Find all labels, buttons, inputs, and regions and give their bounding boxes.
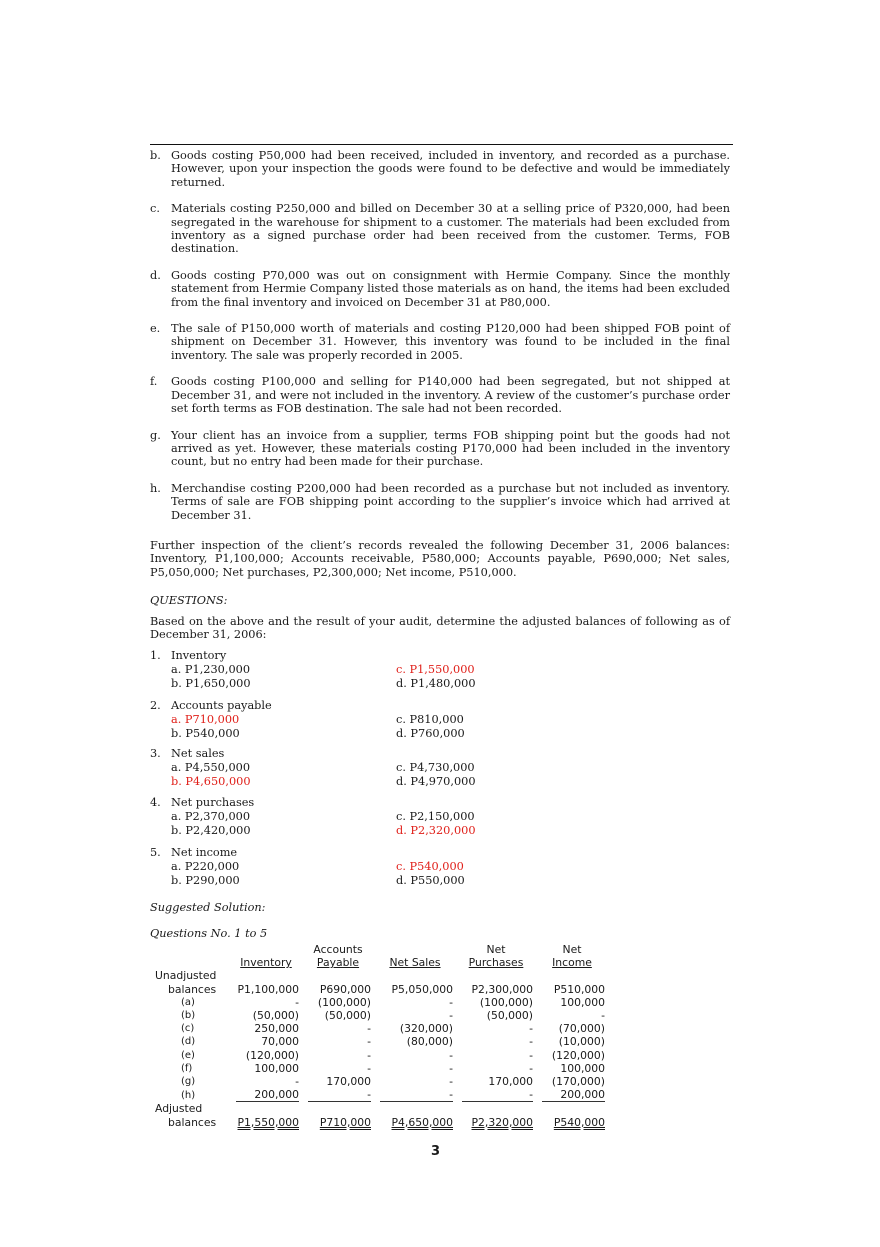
- value-cell: [374, 1009, 456, 1022]
- header-top-cell: [152, 943, 230, 956]
- value-text: 250,000: [254, 1022, 299, 1036]
- adjusted-label-row: [152, 1102, 608, 1115]
- value-cell: [302, 1088, 374, 1102]
- row-label: balances: [168, 1115, 217, 1129]
- option-c: c. P1,550,000: [396, 663, 475, 676]
- option-a: a. P4,550,000: [171, 761, 251, 774]
- value-text: -: [449, 1075, 453, 1089]
- question-title: Inventory: [171, 649, 227, 662]
- value-cell: [230, 1116, 302, 1129]
- question-number: 2.: [150, 699, 161, 712]
- option-c: c. P4,730,000: [396, 761, 475, 774]
- value-cell: P510,000: [553, 982, 605, 996]
- value-cell: [374, 1049, 456, 1062]
- value-text: 170,000: [488, 1075, 533, 1089]
- value-text: 100,000: [560, 1061, 605, 1075]
- empty-cell: [302, 1102, 374, 1115]
- value-cell: [230, 996, 302, 1009]
- value-text: -: [449, 1088, 453, 1102]
- option-b: b. P1,650,000: [171, 677, 251, 690]
- item-letter: h.: [150, 481, 161, 495]
- value-cell: P690,000: [319, 982, 371, 996]
- value-text: (120,000): [551, 1048, 605, 1062]
- option-b: b. P540,000: [171, 727, 240, 740]
- adjustment-row: [152, 1062, 608, 1075]
- row-label: Adjusted: [155, 1102, 203, 1116]
- value-cell: P2,300,000: [471, 982, 533, 996]
- header-top-cell: Net: [562, 943, 582, 956]
- problem-item: [150, 482, 730, 522]
- question-4: [150, 796, 730, 838]
- value-text: -: [367, 1048, 371, 1062]
- header-cell: [302, 956, 374, 969]
- top-rule: [150, 144, 733, 145]
- value-cell: [374, 1116, 456, 1129]
- item-letter: d.: [150, 268, 161, 282]
- item-letter: g.: [150, 428, 161, 442]
- value-cell: [536, 1049, 608, 1062]
- value-text: 100,000: [254, 1061, 299, 1075]
- header-cell: [374, 956, 456, 969]
- row-label: Unadjusted: [155, 969, 217, 983]
- question-number: 1.: [150, 649, 161, 662]
- adjusted-value: P540,000: [553, 1115, 605, 1129]
- option-d: d. P2,320,000: [396, 824, 476, 837]
- value-cell: [302, 1062, 374, 1075]
- adjustment-row: [152, 1022, 608, 1035]
- value-cell: [456, 1049, 536, 1062]
- value-cell: [302, 996, 374, 1009]
- value-text: (100,000): [479, 995, 533, 1009]
- row-label: (a): [181, 996, 195, 1008]
- value-cell: [536, 1009, 608, 1022]
- value-cell: [302, 1009, 374, 1022]
- value-cell: [230, 1075, 302, 1088]
- header-cell: [152, 956, 230, 969]
- adjusted-value: P1,550,000: [237, 1115, 299, 1129]
- adjustment-row: [152, 1009, 608, 1022]
- table-header-top: [152, 943, 608, 956]
- questions-intro: Based on the above and the result of your audit, determine the adjusted balances of following as of December 31, 2006:: [150, 615, 730, 642]
- value-cell: [302, 1022, 374, 1035]
- option-a: a. P1,230,000: [171, 663, 251, 676]
- value-cell: [302, 1049, 374, 1062]
- value-text: -: [449, 1048, 453, 1062]
- value-text: 100,000: [560, 995, 605, 1009]
- value-cell: [374, 1062, 456, 1075]
- row-label: (h): [181, 1090, 196, 1102]
- item-text: Goods costing P70,000 was out on consignment with Hermie Company. Since the monthly statement from Hermie Company listed those materials as on hand, the items had been excluded from the final inventory and invoiced on December 31 at P80,000.: [171, 268, 730, 309]
- value-cell: [536, 996, 608, 1009]
- empty-cell: [302, 969, 374, 982]
- suggested-solution-label: Suggested Solution:: [150, 901, 266, 914]
- option-c: c. P540,000: [396, 860, 464, 873]
- value-cell: [230, 1035, 302, 1048]
- question-1: [150, 649, 730, 691]
- row-label: balances: [168, 982, 217, 996]
- value-cell: [536, 1035, 608, 1048]
- question-title: Net sales: [171, 747, 225, 760]
- value-text: (70,000): [558, 1022, 605, 1036]
- value-text: -: [529, 1022, 533, 1036]
- questions-label: QUESTIONS:: [150, 594, 228, 607]
- value-text: -: [601, 1009, 605, 1023]
- option-d: d. P1,480,000: [396, 677, 476, 690]
- item-letter: f.: [150, 375, 158, 389]
- question-2: [150, 699, 730, 741]
- option-a: a. P2,370,000: [171, 810, 251, 823]
- value-cell: [230, 1049, 302, 1062]
- option-b: b. P290,000: [171, 874, 240, 887]
- row-label: (d): [181, 1036, 196, 1048]
- value-text: -: [295, 995, 299, 1009]
- adjustment-row: [152, 996, 608, 1009]
- item-text: Goods costing P50,000 had been received, included in inventory, and recorded as a purchase. However, upon your inspection the goods were found to be defective and would be immediately returned.: [171, 149, 730, 189]
- value-text: -: [529, 1048, 533, 1062]
- value-cell: [536, 1075, 608, 1088]
- header-top-cell: Net: [486, 943, 506, 956]
- value-text: -: [295, 1075, 299, 1089]
- option-d: d. P550,000: [396, 874, 465, 887]
- value-cell: [456, 1088, 536, 1102]
- question-number: 3.: [150, 747, 161, 760]
- value-text: -: [449, 1009, 453, 1023]
- question-number: 4.: [150, 796, 161, 809]
- row-label: (f): [181, 1062, 193, 1074]
- value-text: 170,000: [326, 1075, 371, 1089]
- option-d: d. P760,000: [396, 727, 465, 740]
- value-cell: [456, 1009, 536, 1022]
- further-inspection-paragraph: Further inspection of the client’s records revealed the following December 31, 2006 balances: Inventory, P1,100,000; Accounts receivable, P580,000; Accounts payable, P690,000; Net sales, P5,050,000; Net purchases, P2,300,000; Net income, P510,000.: [150, 539, 730, 579]
- adjustment-row: [152, 1049, 608, 1062]
- value-text: -: [449, 1061, 453, 1075]
- value-cell: [374, 1035, 456, 1048]
- value-cell: [456, 1035, 536, 1048]
- option-b: b. P2,420,000: [171, 824, 251, 837]
- header-label: Purchases: [468, 956, 524, 970]
- problem-item: [150, 375, 730, 415]
- problem-item: [150, 269, 730, 309]
- questions-range-label: Questions No. 1 to 5: [150, 927, 268, 940]
- empty-cell: [456, 969, 536, 982]
- adjusted-value: P2,320,000: [471, 1115, 533, 1129]
- value-cell: [302, 1075, 374, 1088]
- value-cell: [374, 1075, 456, 1088]
- value-text: -: [367, 1022, 371, 1036]
- value-text: (10,000): [558, 1035, 605, 1049]
- value-text: -: [449, 995, 453, 1009]
- problem-item: [150, 149, 730, 189]
- adjustment-row: [152, 1088, 608, 1102]
- empty-cell: [536, 1102, 608, 1115]
- header-top-cell: Accounts: [313, 943, 363, 956]
- question-5: [150, 846, 730, 888]
- header-top-cell: [230, 943, 302, 956]
- empty-cell: [230, 969, 302, 982]
- item-letter: b.: [150, 149, 161, 162]
- value-text: (50,000): [324, 1009, 371, 1023]
- question-title: Net income: [171, 846, 238, 859]
- value-text: -: [529, 1035, 533, 1049]
- problem-items: [150, 149, 730, 535]
- value-cell: [230, 1009, 302, 1022]
- value-cell: [456, 1062, 536, 1075]
- value-cell: [456, 1116, 536, 1129]
- value-cell: P5,050,000: [391, 982, 453, 996]
- option-d: d. P4,970,000: [396, 775, 476, 788]
- option-c: c. P2,150,000: [396, 810, 475, 823]
- value-cell: [230, 1022, 302, 1035]
- problem-item: [150, 202, 730, 256]
- value-text: (50,000): [486, 1009, 533, 1023]
- value-text: 70,000: [261, 1035, 299, 1049]
- empty-cell: [374, 1102, 456, 1115]
- value-cell: [456, 996, 536, 1009]
- value-cell: [374, 1088, 456, 1102]
- value-text: -: [529, 1088, 533, 1102]
- value-text: 200,000: [254, 1088, 299, 1102]
- adjusted-row: [152, 1116, 608, 1129]
- value-text: (100,000): [317, 995, 371, 1009]
- item-text: Your client has an invoice from a supplier, terms FOB shipping point but the goods had not arrived as yet. However, these materials costing P170,000 had been included in the inventory count, but no entry had been made for their purchase.: [171, 428, 730, 469]
- row-label: (b): [181, 1010, 196, 1022]
- adjustment-row: [152, 1075, 608, 1088]
- adjustment-row: [152, 1035, 608, 1048]
- item-letter: e.: [150, 322, 161, 336]
- value-text: -: [367, 1035, 371, 1049]
- question-title: Accounts payable: [171, 699, 272, 712]
- value-cell: [230, 1088, 302, 1102]
- unadjusted-label-row: [152, 969, 608, 982]
- value-cell: [536, 1116, 608, 1129]
- item-text: Goods costing P100,000 and selling for P140,000 had been segregated, but not shipped at December 31, and were not included in the inventory. A review of the customer’s purchase order set forth terms as FOB destination. The sale had not been recorded.: [171, 375, 730, 416]
- value-cell: P1,100,000: [237, 982, 299, 996]
- row-label: (e): [181, 1049, 195, 1061]
- header-label: Income: [552, 956, 592, 970]
- header-label: Net Sales: [389, 956, 441, 970]
- table-header: [152, 956, 608, 969]
- value-cell: [456, 1022, 536, 1035]
- header-cell: [536, 956, 608, 969]
- unadjusted-row: [152, 983, 608, 996]
- value-cell: [456, 1075, 536, 1088]
- value-cell: [374, 996, 456, 1009]
- question-number: 5.: [150, 846, 161, 859]
- value-text: -: [529, 1061, 533, 1075]
- item-letter: c.: [150, 202, 160, 216]
- value-text: (50,000): [252, 1009, 299, 1023]
- row-label: (c): [181, 1023, 195, 1035]
- solution-table: [152, 943, 608, 1129]
- option-b: b. P4,650,000: [171, 775, 251, 788]
- value-text: (120,000): [245, 1048, 299, 1062]
- empty-cell: [374, 969, 456, 982]
- header-label: Payable: [316, 956, 360, 970]
- option-a: a. P710,000: [171, 713, 240, 726]
- header-cell: [456, 956, 536, 969]
- item-text: Merchandise costing P200,000 had been recorded as a purchase but not included as inventory. Terms of sale are FOB shipping point according to the supplier’s invoice which had arrived at December 31.: [171, 481, 730, 522]
- value-cell: [536, 1088, 608, 1102]
- value-text: (170,000): [551, 1075, 605, 1089]
- value-cell: [230, 1062, 302, 1075]
- value-text: (320,000): [399, 1022, 453, 1036]
- value-text: -: [367, 1088, 371, 1102]
- empty-cell: [456, 1102, 536, 1115]
- empty-cell: [230, 1102, 302, 1115]
- item-text: The sale of P150,000 worth of materials and costing P120,000 had been shipped FOB point of shipment on December 31. However, this inventory was found to be included in the final inventory. The sale was properly recorded in 2005.: [171, 322, 730, 362]
- value-text: 200,000: [560, 1088, 605, 1102]
- item-text: Materials costing P250,000 and billed on December 30 at a selling price of P320,000, had been segregated in the warehouse for shipment to a customer. The materials had been excluded from inventory as a signed purchase order had been received from the customer. Terms, FOB destination.: [171, 202, 730, 256]
- question-3: [150, 747, 730, 789]
- header-label: Inventory: [240, 956, 292, 970]
- value-text: (80,000): [406, 1035, 453, 1049]
- empty-cell: [536, 969, 608, 982]
- header-top-cell: [374, 943, 456, 956]
- page-number: 3: [431, 1144, 441, 1159]
- question-title: Net purchases: [171, 796, 255, 809]
- value-cell: [302, 1035, 374, 1048]
- option-c: c. P810,000: [396, 713, 464, 726]
- value-cell: [536, 1062, 608, 1075]
- value-cell: [302, 1116, 374, 1129]
- problem-item: [150, 322, 730, 362]
- value-cell: [536, 1022, 608, 1035]
- problem-item: [150, 429, 730, 469]
- row-label: (g): [181, 1076, 196, 1088]
- value-text: -: [367, 1061, 371, 1075]
- value-cell: [374, 1022, 456, 1035]
- adjusted-value: P4,650,000: [391, 1115, 453, 1129]
- adjusted-value: P710,000: [319, 1115, 371, 1129]
- option-a: a. P220,000: [171, 860, 240, 873]
- header-cell: [230, 956, 302, 969]
